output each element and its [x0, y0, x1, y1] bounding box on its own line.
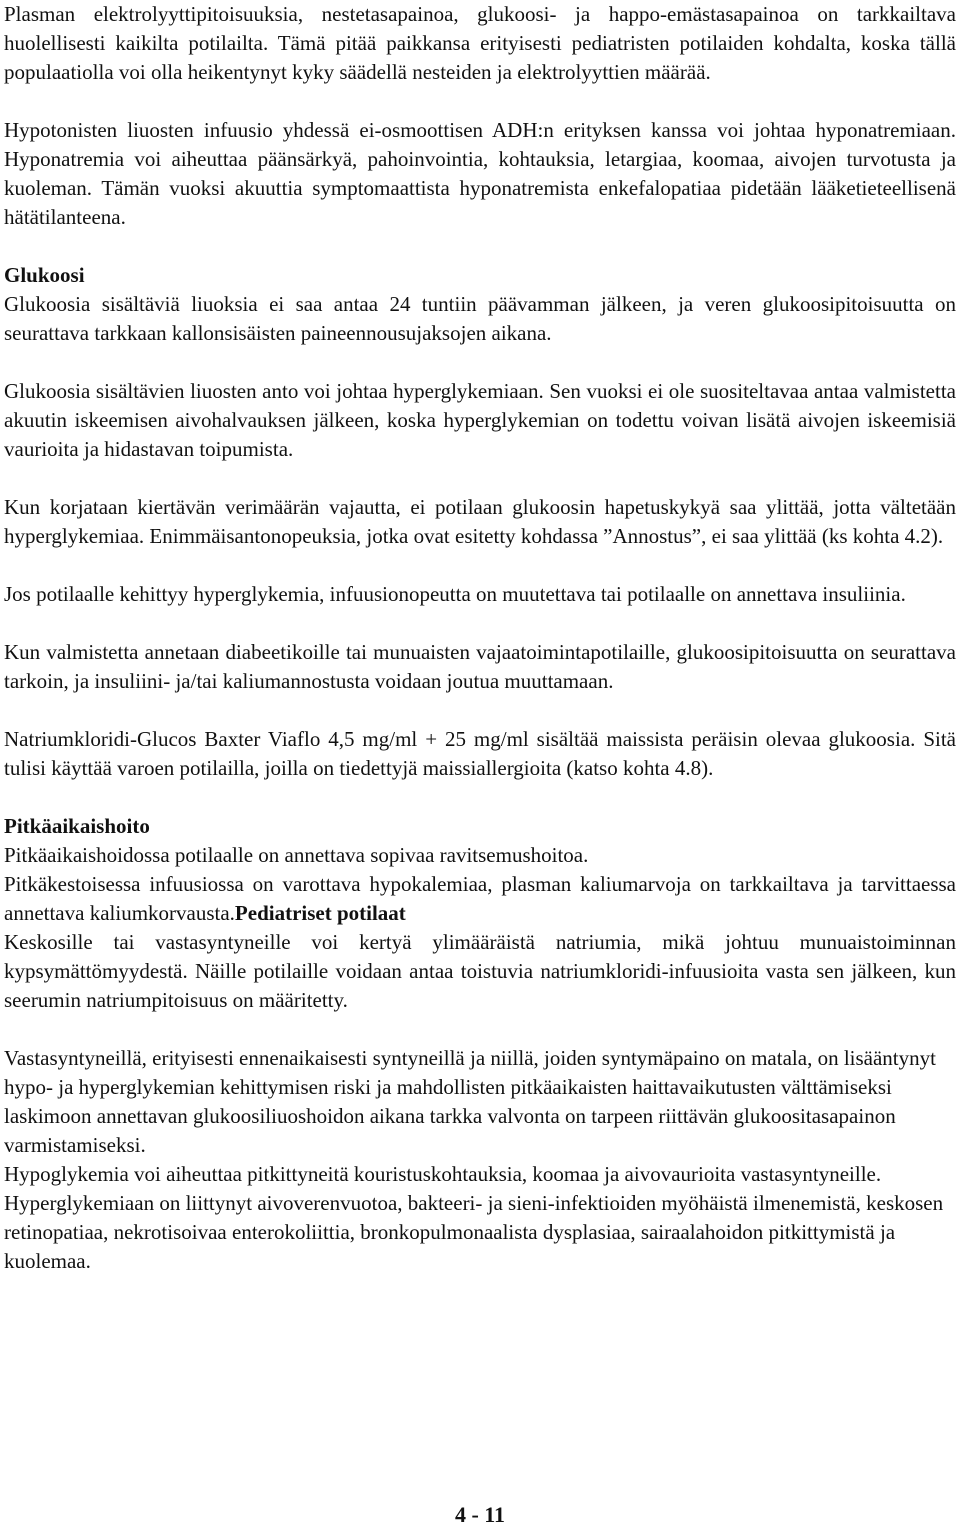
- paragraph-hypokalemia: [4, 870, 956, 928]
- paragraph-blood-volume-correction: Kun korjataan kiertävän verimäärän vajautta, ei potilaan glukoosin hapetuskykyä saa ylittää, jotta vältetään hyperglykemiaa. Enimmäisantonopeuksia, jotka ovat esitetty kohdassa ”Annostus”, ei saa ylittää (ks kohta 4.2).: [4, 495, 956, 548]
- section-heading-pitkaaikaishoito: Pitkäaikaishoito: [4, 814, 150, 838]
- paragraph-insulin: Jos potilaalle kehittyy hyperglykemia, infuusionopeutta on muutettava tai potilaalle on annettava insuliinia.: [4, 582, 906, 606]
- paragraph-hyperglycemia-stroke: Glukoosia sisältävien liuosten anto voi johtaa hyperglykemiaan. Sen vuoksi ei ole suositeltavaa antaa valmistetta akuutin iskeemisen aivohalvauksen jälkeen, koska hyperglykemian on todettu voivan lisätä aivojen iskeemisiä vaurioita ja hidastavan toipumista.: [4, 379, 956, 461]
- paragraph-electrolyte-monitoring: Plasman elektrolyyttipitoisuuksia, nestetasapainoa, glukoosi- ja happo-emästasapainoa on tarkkailtava huolellisesti kaikilta potilailta. Tämä pitää paikkansa erityisesti pediatristen potilaiden kohdalta, koska tällä populaatiolla voi olla heikentynyt kyky säädellä nesteiden ja elektrolyyttien määrää.: [4, 2, 956, 84]
- paragraph-glucose-head-injury: Glukoosia sisältäviä liuoksia ei saa antaa 24 tuntiin päävamman jälkeen, ja veren glukoosipitoisuutta on seurattava tarkkaan kallonsisäisten paineennousujaksojen aikana.: [4, 292, 956, 345]
- paragraph-hypoglycemia-risks: Hypoglykemia voi aiheuttaa pitkittyneitä kouristuskohtauksia, koomaa ja aivovaurioita vastasyntyneille. Hyperglykemiaan on liittynyt aivoverenvuotoa, bakteeri- ja sieni-infektioiden myöhäistä ilmenemistä, keskosen retinopatiaa, nekrotisoivaa enterokoliittia, bronkopulmonaalista dysplasiaa, sairaalahoidon pitkittymistä ja kuolemaa.: [4, 1162, 944, 1273]
- section-heading-pediatriset: Pediatriset potilaat: [234, 901, 406, 925]
- paragraph-diabetics: Kun valmistetta annetaan diabeetikoille tai munuaisten vajaatoimintapotilaille, glukoosipitoisuutta on seurattava tarkoin, ja insuliini- ja/tai kaliumannostusta voidaan joutua muuttamaan.: [4, 640, 956, 693]
- paragraph-neonatal-glucose: Vastasyntyneillä, erityisesti ennenaikaisesti syntyneillä ja niillä, joiden syntymäpaino on matala, on lisääntynyt hypo- ja hyperglykemian kehittymisen riski ja mahdollisten pitkäaikaisten haittavaikutusten välttämiseksi laskimoon annettavan glukoosiliuoshoidon aikana tarkka valvonta on tarpeen riittävän glukoositasapainon varmistamiseksi.: [4, 1046, 936, 1157]
- page-number: 4 - 11: [454, 1502, 506, 1527]
- hypokalemia-text: Pitkäkestoisessa infuusiossa on varottava hypokalemiaa, plasman kaliumarvoja on tarkkailtava ja tarvittaessa annettava kaliumkorvausta.: [4, 872, 956, 925]
- section-heading-glukoosi: Glukoosi: [4, 263, 85, 287]
- paragraph-premature-sodium: Keskosille tai vastasyntyneille voi kertyä ylimääräistä natriumia, mikä johtuu munuaistoiminnan kypsymättömyydestä. Näille potilaille voidaan antaa toistuvia natriumkloridi-infuusioita vasta sen jälkeen, kun seerumin natriumpitoisuus on määritetty.: [4, 930, 956, 1012]
- document-page: [4, 0, 956, 1276]
- paragraph-nutrition: Pitkäaikaishoidossa potilaalle on annettava sopivaa ravitsemushoitoa.: [4, 843, 589, 867]
- paragraph-hyponatremia: Hypotonisten liuosten infuusio yhdessä ei-osmoottisen ADH:n erityksen kanssa voi johtaa hyponatremiaan. Hyponatremia voi aiheuttaa päänsärkyä, pahoinvointia, kohtauksia, letargiaa, koomaa, aivojen turvotusta ja kuoleman. Tämän vuoksi akuuttia symptomaattista hyponatremista enkefalopatiaa pidetään lääketieteellisenä hätätilanteena.: [4, 118, 956, 229]
- paragraph-corn-allergy: Natriumkloridi-Glucos Baxter Viaflo 4,5 mg/ml + 25 mg/ml sisältää maissista peräisin olevaa glukoosia. Sitä tulisi käyttää varoen potilailla, joilla on tiedettyjä maissiallergioita (katso kohta 4.8).: [4, 727, 956, 780]
